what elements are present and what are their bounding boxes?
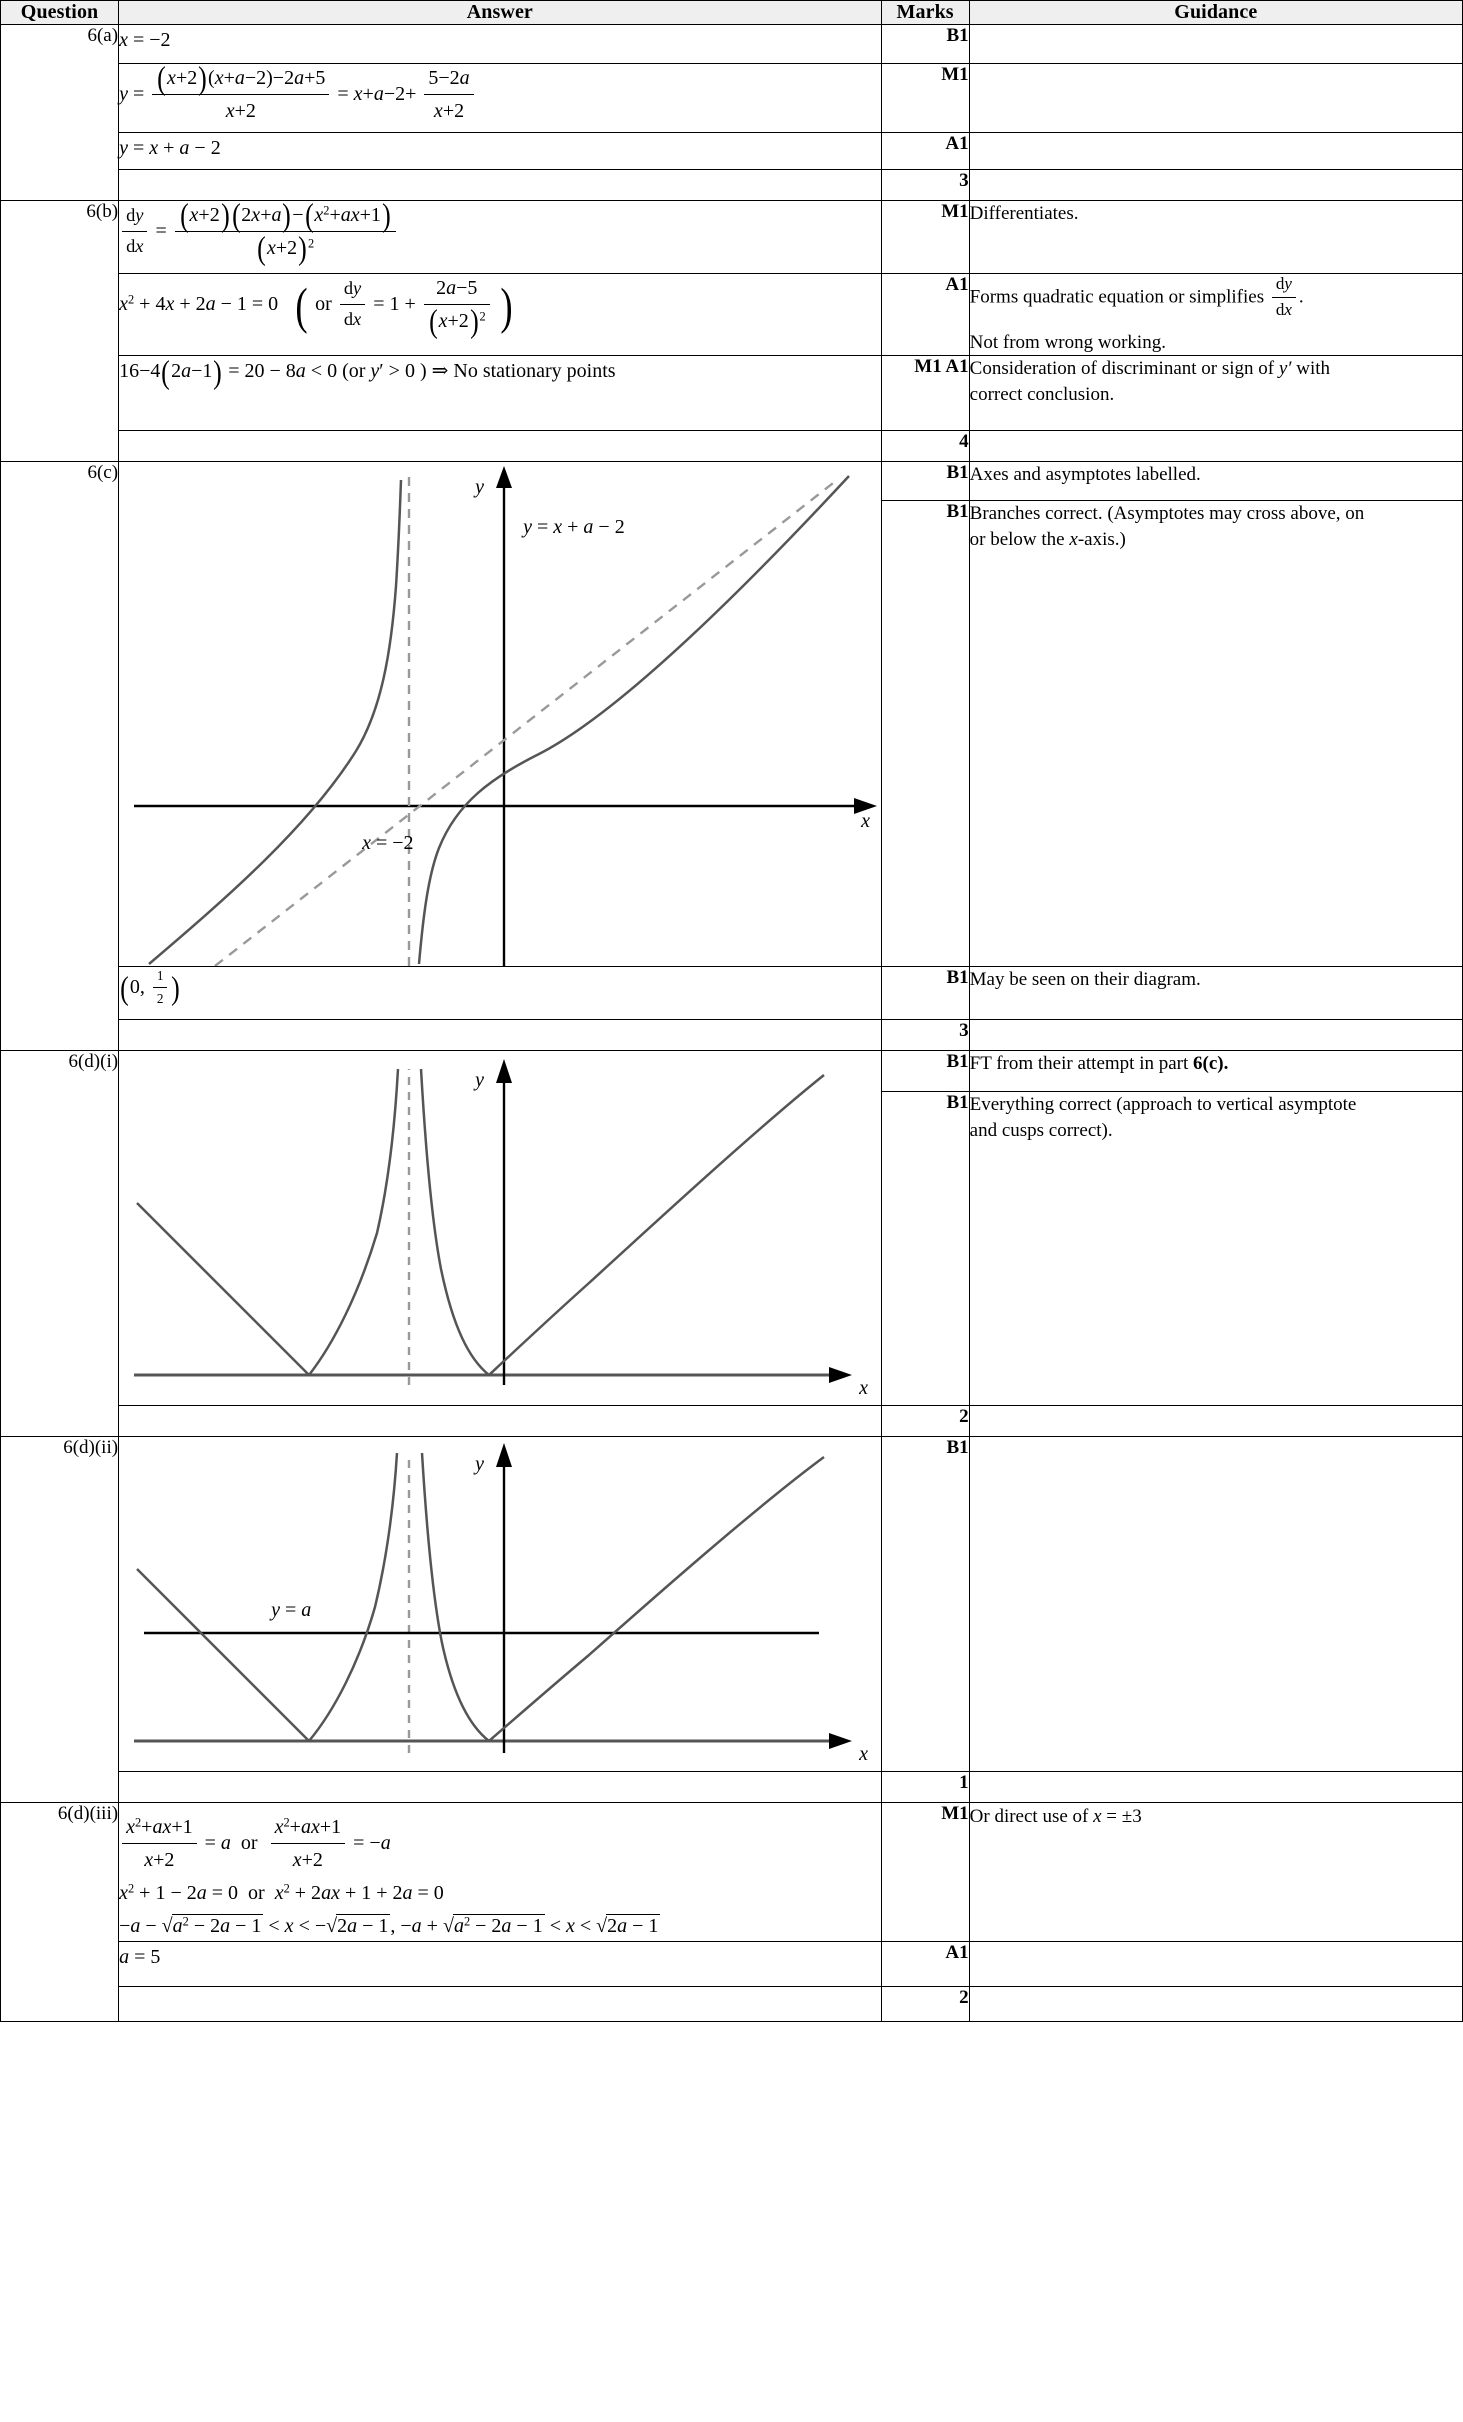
y-axis-arrow-6dii [496, 1443, 512, 1467]
table-row [1, 1437, 1463, 1772]
guidance-6a-r3 [969, 133, 1462, 170]
guidance-6diii-r2 [969, 1942, 1462, 1987]
equation-quotient-rule: $\frac{dy}{dx}$ = $\frac{(x+2)(2x+a)-(x^2+ax+1)}{(x+2)^2}$ [119, 220, 399, 242]
answer-cell-6di-figure [119, 1051, 882, 1406]
guidance-6b-r3 [969, 356, 1462, 431]
guidance-6di-r2-line1: Everything correct (approach to vertical asymptote [969, 1094, 1357, 1116]
guidance-6di-r2-line2: and cusps correct). [969, 1119, 1113, 1141]
table-row [1, 1942, 1463, 1987]
equation-modulus-split: $\frac{x^2+ax+1}{x+2}$ = a or $\frac{x^2+ax+1}{x+2}$ = −a [119, 1813, 881, 1876]
answer-cell-6c-figure [119, 462, 882, 967]
guidance-6a-r2 [969, 64, 1462, 133]
table-row [1, 201, 1463, 274]
y-axis-label-6di: y [475, 1069, 484, 1092]
curve-right-arm-6dii [489, 1457, 824, 1741]
marks-total-6a: 3 [881, 170, 969, 201]
answer-cell-6c-r3 [119, 967, 882, 1020]
x-axis-label-6c: x [861, 810, 870, 833]
marks-6c-r3: B1 [881, 967, 969, 1020]
answer-cell-6b-r3 [119, 356, 882, 431]
guidance-6c-r2 [969, 501, 1462, 967]
table-row [1, 1051, 1463, 1092]
guidance-6c-r2-line2: or below the x-axis.) [969, 528, 1126, 550]
table-row [1, 462, 1463, 501]
table-row-total-6a [1, 170, 1463, 201]
guidance-6c-r3: May be seen on their diagram. [969, 967, 1462, 1020]
x-axis-label-6di: x [859, 1377, 868, 1400]
oblique-asymptote-6c [215, 480, 837, 966]
answer-cell-6diii-r2 [119, 1942, 882, 1987]
guidance-6c-r2-line1: Branches correct. (Asymptotes may cross above, on [969, 503, 1365, 525]
y-axis-label-6dii: y [475, 1453, 484, 1476]
equation-two-quadratics: $x^2 + 1 - 2a = 0$ or $x^2 + 2ax + 1 + 2a = 0$ [119, 1882, 444, 1905]
marks-6b-r2: A1 [881, 274, 969, 356]
marks-6a-r3: A1 [881, 133, 969, 170]
marks-total-6b: 4 [881, 431, 969, 462]
question-label-6a: 6(a) [1, 25, 119, 201]
header-answer: Answer [119, 1, 882, 25]
table-row [1, 356, 1463, 431]
table-row-total-6b [1, 431, 1463, 462]
guidance-6b-total [969, 431, 1462, 462]
guidance-6diii-total [969, 1987, 1462, 2022]
y-axis-arrow-6di [496, 1059, 512, 1083]
marks-total-6dii: 1 [881, 1772, 969, 1803]
table-row [1, 25, 1463, 64]
answer-cell-6c-total [119, 1020, 882, 1051]
table-row-total-6dii [1, 1772, 1463, 1803]
curve-left-branch-6c [149, 480, 401, 964]
header-marks: Marks [881, 1, 969, 25]
curve-right-branch-6c [419, 476, 849, 964]
answer-cell-6a-total [119, 170, 882, 201]
y-axis-arrow-6c [496, 466, 512, 488]
guidance-6b-r1: Differentiates. [969, 201, 1462, 274]
equation-x-equals-plus-minus-3: x = ±3 [1093, 1806, 1142, 1828]
header-guidance: Guidance [969, 1, 1462, 25]
marks-6b-r1: M1 [881, 201, 969, 274]
marks-6a-r2: M1 [881, 64, 969, 133]
question-label-6b: 6(b) [1, 201, 119, 462]
guidance-6b-r2-line2: Not from wrong working. [969, 332, 1166, 354]
question-label-6c: 6(c) [1, 462, 119, 1051]
table-row [1, 967, 1463, 1020]
curve-mid-branch-6di [421, 1069, 489, 1375]
marks-total-6di: 2 [881, 1406, 969, 1437]
answer-cell-6b-total [119, 431, 882, 462]
guidance-6b-r3-line1: Consideration of discriminant or sign of y′ with [969, 358, 1330, 380]
figure-6c-svg [119, 466, 877, 966]
guidance-6di-r2 [969, 1092, 1462, 1406]
figure-6dii-modulus-with-line [119, 1441, 881, 1771]
vertical-asymptote-label-6c: x = −2 [362, 832, 414, 855]
equation-y-intercept-coordinate: (0, $\frac{1}{2}$ ) [119, 976, 181, 998]
curve-left-arm-6di [137, 1203, 309, 1375]
table-row [1, 64, 1463, 133]
equation-quadratic-form: $x^2 + 4x + 2a - 1 = 0$ ( or $\frac{dy}{dx}$ = 1 + $\frac{2a-5}{(x+2)^2}$ ) [119, 277, 513, 341]
marks-6diii-r1: M1 [881, 1803, 969, 1942]
guidance-6di-r1: FT from their attempt in part 6(c). [969, 1051, 1462, 1092]
marks-6c-r2: B1 [881, 501, 969, 967]
guidance-6dii-total [969, 1772, 1462, 1803]
equation-a-equals-5: a = 5 [119, 1946, 161, 1969]
marks-6c-r1: B1 [881, 462, 969, 501]
guidance-6c-r1: Axes and asymptotes labelled. [969, 462, 1462, 501]
marks-6diii-r2: A1 [881, 1942, 969, 1987]
figure-6di-svg [119, 1055, 877, 1405]
figure-6dii-svg [119, 1441, 877, 1771]
figure-6di-modulus-curve [119, 1055, 881, 1405]
curve-left-cusp-6di [309, 1069, 398, 1375]
marks-6a-r1: B1 [881, 25, 969, 64]
answer-cell-6a-r1 [119, 25, 882, 64]
guidance-6b-r2-line1: Forms quadratic equation or simplifies $\frac{dy}{dx}$ . [970, 274, 1462, 322]
table-row [1, 274, 1463, 356]
header-question: Question [1, 1, 119, 25]
marks-total-6c: 3 [881, 1020, 969, 1051]
table-row-total-6diii [1, 1987, 1463, 2022]
answer-cell-6dii-figure [119, 1437, 882, 1772]
answer-cell-6b-r2 [119, 274, 882, 356]
equation-x-equals-minus-2: x = −2 [119, 29, 171, 51]
x-axis-arrow-6di [829, 1367, 852, 1383]
equation-oblique-asymptote: y = x + a − 2 [119, 137, 221, 159]
answer-cell-6b-r1 [119, 198, 882, 274]
table-row-total-6di [1, 1406, 1463, 1437]
marks-total-6diii: 2 [881, 1987, 969, 2022]
guidance-6b-r2 [969, 274, 1462, 356]
answer-cell-6a-r2 [119, 61, 882, 133]
question-label-6dii: 6(d)(ii) [1, 1437, 119, 1803]
marks-6dii-r1: B1 [881, 1437, 969, 1772]
horizontal-line-label-6dii: y = a [271, 1599, 312, 1622]
answer-cell-6dii-total [119, 1772, 882, 1803]
guidance-6a-total [969, 170, 1462, 201]
guidance-6diii-r1: Or direct use of x = ±3 [969, 1803, 1462, 1942]
answer-cell-6diii-total [119, 1987, 882, 2022]
equation-inequality-ranges: $-a - √a^2 - 2a - 1 < x < -√2a - 1$ , $-a + √a^2 - 2a - 1 < x < √2a - 1$ [119, 1915, 659, 1938]
curve-mid-branch-6dii [422, 1453, 489, 1741]
guidance-6di-total [969, 1406, 1462, 1437]
answer-cell-6di-total [119, 1406, 882, 1437]
table-row [1, 1803, 1463, 1942]
curve-right-arm-6di [489, 1075, 824, 1375]
question-label-6diii: 6(d)(iii) [1, 1803, 119, 2022]
table-header-row [1, 1, 1463, 25]
equation-partial-fractions: y = $\frac{(x+2)(x+a-2)-2a+5}{x+2}$ = x+a−2+ $\frac{5-2a}{x+2}$ [119, 83, 477, 105]
guidance-6a-r1 [969, 25, 1462, 64]
equation-discriminant: 16−4(2a−1) = 20 − 8a < 0 (or y′ > 0 ) ⇒ No stationary points [119, 354, 616, 391]
x-axis-label-6dii: x [859, 1743, 868, 1766]
table-row-total-6c [1, 1020, 1463, 1051]
curve-left-arm-6dii [137, 1569, 312, 1741]
marks-6b-r3: M1 A1 [881, 356, 969, 431]
curve-left-cusp-6dii [309, 1453, 397, 1741]
marks-6di-r2: B1 [881, 1092, 969, 1406]
dy-dx-fraction-icon: $\frac{dy}{dx}$ [1272, 273, 1296, 321]
oblique-asymptote-label-6c: y = x + a − 2 [523, 516, 625, 539]
table-row [1, 133, 1463, 170]
marks-6di-r1: B1 [881, 1051, 969, 1092]
guidance-6b-r3-line2: correct conclusion. [969, 383, 1115, 405]
guidance-6c-total [969, 1020, 1462, 1051]
question-label-6di: 6(d)(i) [1, 1051, 119, 1437]
x-axis-arrow-6dii [829, 1733, 852, 1749]
y-axis-label-6c: y [475, 476, 484, 499]
answer-cell-6diii-r1 [119, 1803, 882, 1942]
figure-6c-reciprocal-curve [119, 466, 881, 966]
answer-cell-6a-r3 [119, 133, 882, 170]
guidance-6dii-r1 [969, 1437, 1462, 1772]
